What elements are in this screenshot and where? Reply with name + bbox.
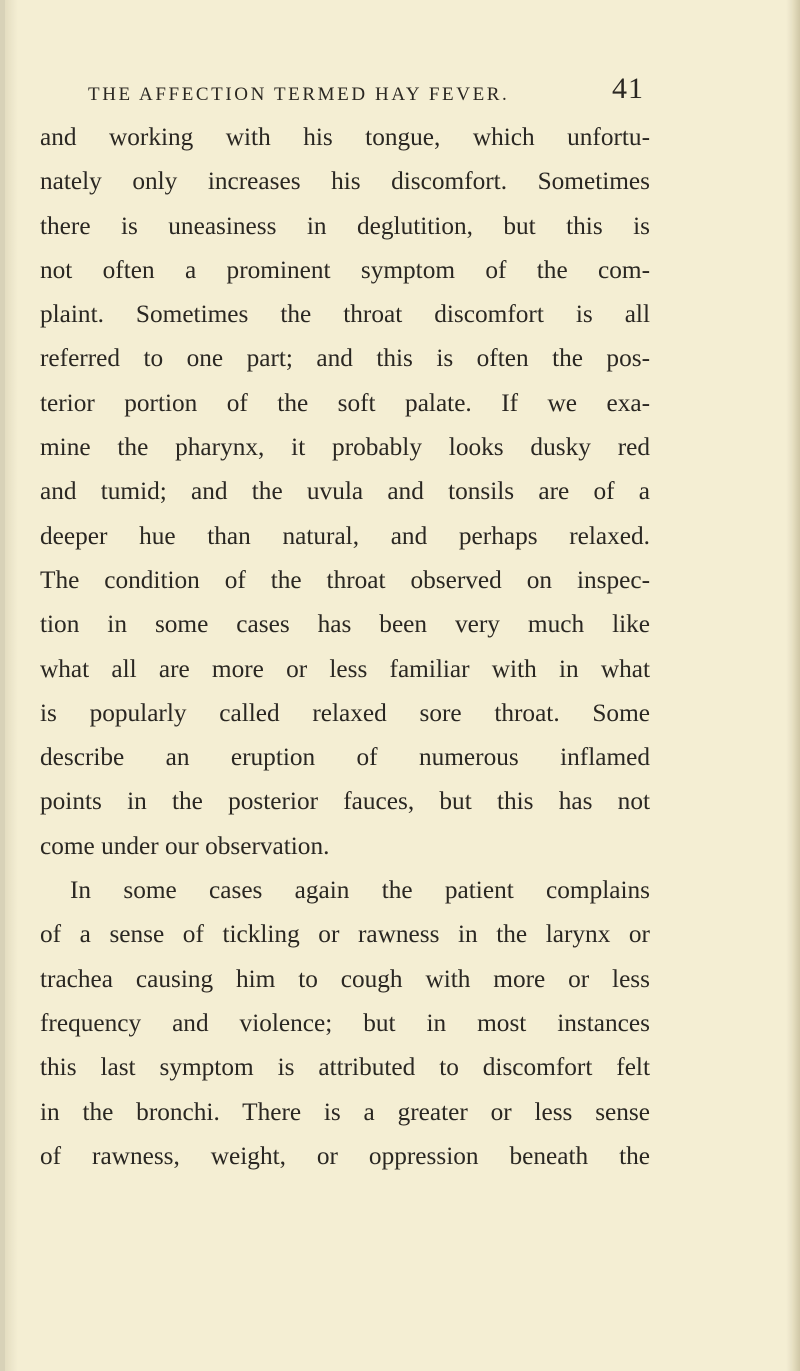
text-line: plaint. Sometimes the throat discomfort is all	[40, 300, 650, 329]
text-line: and tumid; and the uvula and tonsils are of a	[40, 477, 650, 506]
paragraph-end-line: come under our observation.	[40, 831, 330, 860]
text-line: deeper hue than natural, and perhaps relaxed.	[40, 521, 650, 550]
text-line: of a sense of tickling or rawness in the larynx or	[40, 920, 650, 949]
page-left-edge	[0, 0, 5, 1371]
page-number: 41	[612, 72, 644, 105]
text-line: and working with his tongue, which unfortu-	[40, 123, 650, 151]
text-line: of rawness, weight, or oppression beneath the	[40, 1141, 650, 1170]
text-line: frequency and violence; but in most instances	[40, 1008, 650, 1037]
text-line: nately only increases his discomfort. Sometimes	[40, 167, 650, 196]
page-right-edge	[792, 0, 800, 1371]
text-line: trachea causing him to cough with more or less	[40, 964, 650, 993]
body-text	[40, 115, 650, 1178]
text-line: terior portion of the soft palate. If we exa-	[40, 388, 650, 417]
text-line: The condition of the throat observed on inspec-	[40, 565, 650, 594]
text-line: mine the pharynx, it probably looks dusky red	[40, 433, 650, 462]
text-line: there is uneasiness in deglutition, but this is	[40, 211, 650, 240]
text-line: what all are more or less familiar with in what	[40, 654, 650, 683]
paragraph-start-line: In some cases again the patient complains	[70, 876, 650, 905]
text-line: in the bronchi. There is a greater or less sense	[40, 1097, 650, 1126]
text-line: this last symptom is attributed to discomfort felt	[40, 1053, 650, 1082]
running-title: THE AFFECTION TERMED HAY FEVER.	[88, 84, 510, 105]
text-line: not often a prominent symptom of the com-	[40, 255, 650, 284]
text-line: tion in some cases has been very much like	[40, 610, 650, 639]
text-line: describe an eruption of numerous inflamed	[40, 743, 650, 772]
text-line: points in the posterior fauces, but this has not	[40, 787, 650, 816]
text-line: is popularly called relaxed sore throat. Some	[40, 698, 650, 727]
text-line: referred to one part; and this is often the pos-	[40, 344, 650, 373]
